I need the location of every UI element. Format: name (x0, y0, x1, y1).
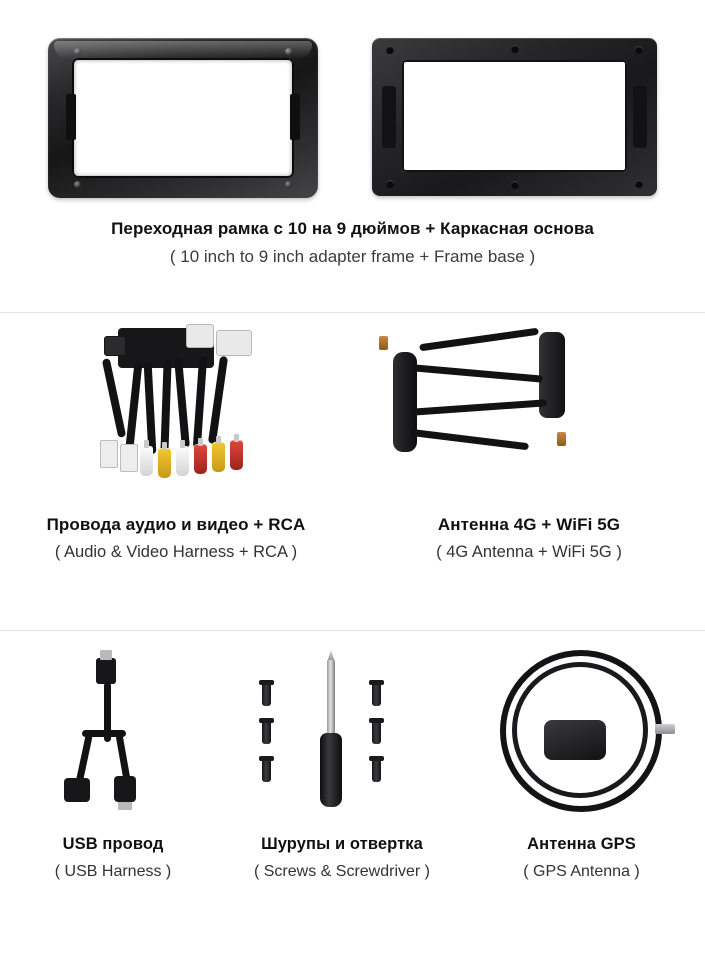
harness-connector (100, 440, 118, 468)
rca-yellow (158, 448, 171, 478)
rca-red (230, 440, 243, 470)
frame-base-tab-left (382, 86, 396, 148)
audio-video-harness-caption (0, 514, 352, 564)
harness-wire (160, 360, 171, 454)
screw (372, 680, 381, 706)
gps-receiver-puck (544, 720, 606, 760)
gps-connector (655, 724, 675, 734)
audio-video-harness-icon (0, 318, 352, 508)
rca-tip (216, 436, 221, 444)
frame-notch-left (66, 94, 76, 140)
usb-harness-caption (0, 834, 226, 882)
usb-cable-bend (82, 730, 126, 737)
frame-base-hole (386, 46, 394, 54)
frame-base-tab-right (633, 86, 647, 148)
harness-wire (102, 358, 126, 438)
screws-screwdriver-icon (226, 638, 458, 828)
frame-base-hole (635, 180, 643, 188)
harness-wire (208, 356, 228, 444)
harness-wire (174, 358, 190, 448)
harness-black-plug (104, 336, 126, 356)
rca-red (194, 444, 207, 474)
screwdriver-shaft (327, 660, 335, 738)
frame-screw-hole (74, 48, 81, 55)
item-screws-screwdriver (226, 638, 458, 948)
frame-notch-right (290, 94, 300, 140)
gps-antenna-icon (458, 638, 705, 828)
usb-female-connector (64, 778, 90, 802)
usb-harness-icon (0, 638, 226, 828)
harness-caption-ru: Провода аудио и видео + RCA (46, 515, 306, 534)
screws-caption-en: ( Screws & Screwdriver ) (253, 862, 431, 880)
harness-wire (193, 356, 207, 448)
frame-base-hole (386, 180, 394, 188)
harness-wire (126, 362, 143, 448)
gps-antenna-caption (458, 834, 705, 882)
frame-screw-hole (285, 48, 292, 55)
harness-white-plug (186, 324, 214, 348)
harness-wide-plug (216, 330, 252, 356)
antenna-cable (413, 364, 543, 382)
antenna-cable (409, 429, 529, 451)
frame-base-hole (635, 46, 643, 54)
divider-2 (0, 630, 705, 631)
frame-base-hole (511, 181, 519, 189)
antenna-cable (411, 399, 547, 415)
screw (372, 756, 381, 782)
antenna-caption-en: ( 4G Antenna + WiFi 5G ) (436, 543, 622, 562)
usb-plug-metal (100, 650, 112, 660)
antenna-connector (379, 336, 388, 350)
rca-tip (162, 442, 167, 450)
divider-1 (0, 312, 705, 313)
rca-tip (144, 440, 149, 448)
screw (262, 718, 271, 744)
usb-caption-en: ( USB Harness ) (54, 862, 172, 880)
rca-white (176, 446, 189, 476)
screwdriver-handle (320, 733, 342, 807)
antenna-connector (557, 432, 566, 446)
item-audio-video-harness (0, 318, 352, 618)
rca-tip (198, 438, 203, 446)
section-accessories (0, 638, 705, 948)
rca-tip (234, 434, 239, 442)
frames-caption-ru: Переходная рамка с 10 на 9 дюймов + Каркасная основа (111, 219, 594, 238)
4g-wifi-antenna-icon (353, 318, 705, 508)
screws-caption-ru: Шурупы и отвертка (261, 835, 423, 853)
usb-caption-ru: USB провод (62, 835, 164, 853)
4g-wifi-antenna-caption (353, 514, 705, 564)
frame-base-hole (511, 45, 519, 53)
harness-connector (120, 444, 138, 472)
gps-caption-ru: Антенна GPS (527, 835, 636, 853)
screws-screwdriver-caption (226, 834, 458, 882)
section-harness-antenna (0, 318, 705, 618)
item-usb-harness (0, 638, 226, 948)
frames-images (0, 22, 705, 202)
adapter-frame-glossy-icon (48, 38, 318, 198)
frame-base-matte-icon (372, 38, 657, 196)
frame-screw-hole (285, 181, 292, 188)
frames-caption-en: ( 10 inch to 9 inch adapter frame + Frame base ) (169, 247, 536, 267)
usb-plug-metal (118, 802, 132, 810)
item-4g-wifi-antenna (353, 318, 705, 618)
screw (372, 718, 381, 744)
screw (262, 680, 271, 706)
rca-tip (180, 440, 185, 448)
screw (262, 756, 271, 782)
antenna-cable (419, 328, 539, 352)
harness-caption-en: ( Audio & Video Harness + RCA ) (54, 543, 298, 562)
rca-yellow (212, 442, 225, 472)
usb-male-connector (114, 776, 136, 802)
gps-caption-en: ( GPS Antenna ) (523, 862, 640, 880)
frames-caption (0, 218, 705, 268)
section-frames (0, 0, 705, 300)
rca-white (140, 446, 153, 476)
antenna-caption-ru: Антенна 4G + WiFi 5G (437, 515, 621, 534)
usb-plug-top (96, 658, 116, 684)
item-gps-antenna (458, 638, 705, 948)
frame-screw-hole (74, 181, 81, 188)
